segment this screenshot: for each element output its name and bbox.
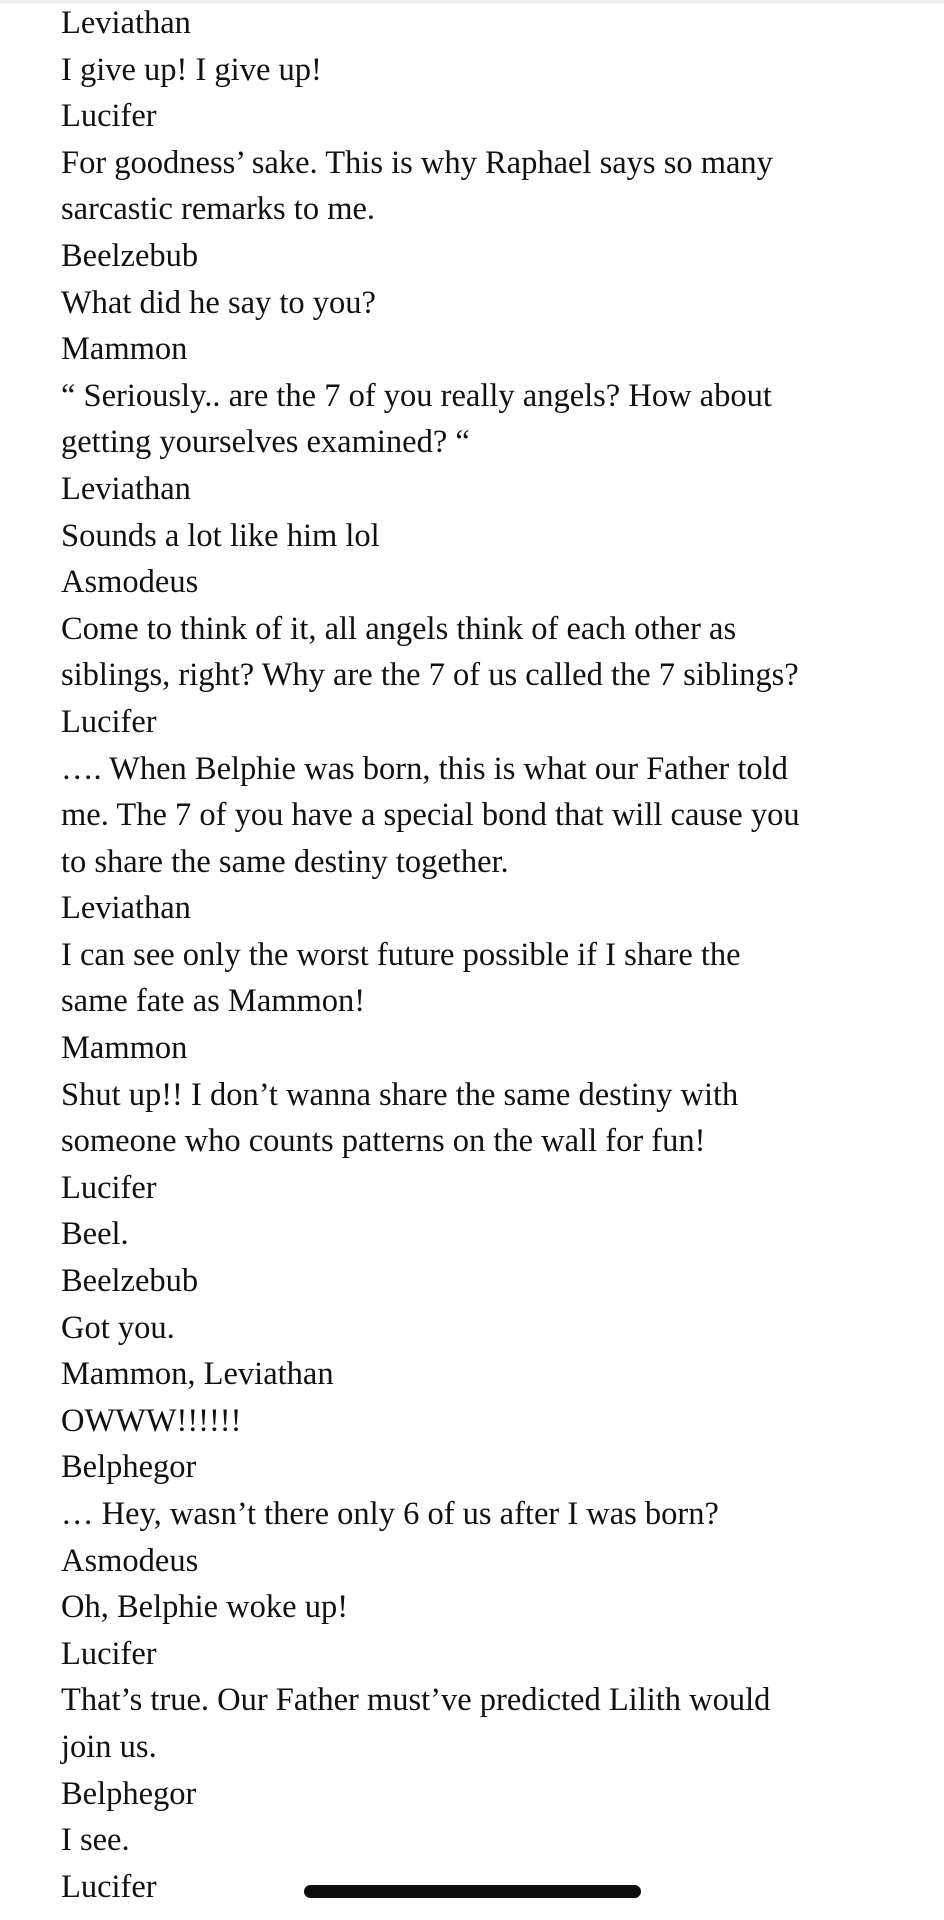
dialogue-line: Shut up!! I don’t wanna share the same destiny with — [61, 1076, 739, 1113]
dialogue-line: me. The 7 of you have a special bond that will cause you — [61, 797, 800, 834]
speaker-name: Belphegor — [61, 1775, 197, 1812]
speaker-name: Beelzebub — [61, 1263, 199, 1300]
speaker-name: Belphegor — [61, 1449, 197, 1486]
dialogue-line: “ Seriously.. are the 7 of you really angels? How about — [61, 377, 772, 414]
dialogue-line: Got you. — [61, 1309, 175, 1346]
dialogue-line: What did he say to you? — [61, 284, 376, 321]
dialogue-line: … Hey, wasn’t there only 6 of us after I was born? — [61, 1496, 719, 1532]
dialogue-transcript — [61, 0, 901, 1910]
speaker-name: Asmodeus — [61, 564, 199, 601]
speaker-name: Lucifer — [61, 1169, 157, 1206]
dialogue-line: I can see only the worst future possible if I share the — [61, 936, 741, 973]
dialogue-line: someone who counts patterns on the wall for fun! — [61, 1123, 706, 1160]
dialogue-line: I give up! I give up! — [61, 51, 322, 88]
speaker-name: Leviathan — [61, 5, 191, 41]
dialogue-line: join us. — [61, 1728, 157, 1765]
dialogue-line: Sounds a lot like him lol — [61, 517, 380, 554]
speaker-name: Lucifer — [61, 1868, 157, 1905]
dialogue-line: I see. — [61, 1822, 130, 1859]
dialogue-line: That’s true. Our Father must’ve predicted Lilith would — [61, 1682, 771, 1719]
dialogue-line: getting yourselves examined? “ — [61, 424, 470, 461]
speaker-name: Mammon — [61, 1030, 188, 1067]
speaker-name: Lucifer — [61, 98, 157, 135]
speaker-name: Leviathan — [61, 890, 191, 927]
dialogue-line: to share the same destiny together. — [61, 843, 509, 880]
speaker-name: Asmodeus — [61, 1542, 199, 1579]
home-indicator-bar[interactable] — [304, 1885, 641, 1898]
dialogue-line: Come to think of it, all angels think of each other as — [61, 610, 737, 647]
dialogue-line: …. When Belphie was born, this is what our Father told — [61, 750, 788, 787]
speaker-name: Lucifer — [61, 703, 157, 740]
dialogue-line: Oh, Belphie woke up! — [61, 1589, 349, 1626]
speaker-name: Leviathan — [61, 470, 191, 507]
dialogue-line: same fate as Mammon! — [61, 983, 366, 1020]
speaker-name: Mammon, Leviathan — [61, 1356, 334, 1393]
speaker-name: Lucifer — [61, 1635, 157, 1672]
dialogue-line: For goodness’ sake. This is why Raphael says so many — [61, 144, 773, 181]
speaker-name: Beelzebub — [61, 237, 199, 274]
dialogue-line: sarcastic remarks to me. — [61, 191, 376, 228]
dialogue-line: OWWW!!!!!! — [61, 1402, 242, 1439]
dialogue-line: Beel. — [61, 1216, 129, 1253]
speaker-name: Mammon — [61, 331, 188, 368]
dialogue-line: siblings, right? Why are the 7 of us called the 7 siblings? — [61, 657, 799, 694]
